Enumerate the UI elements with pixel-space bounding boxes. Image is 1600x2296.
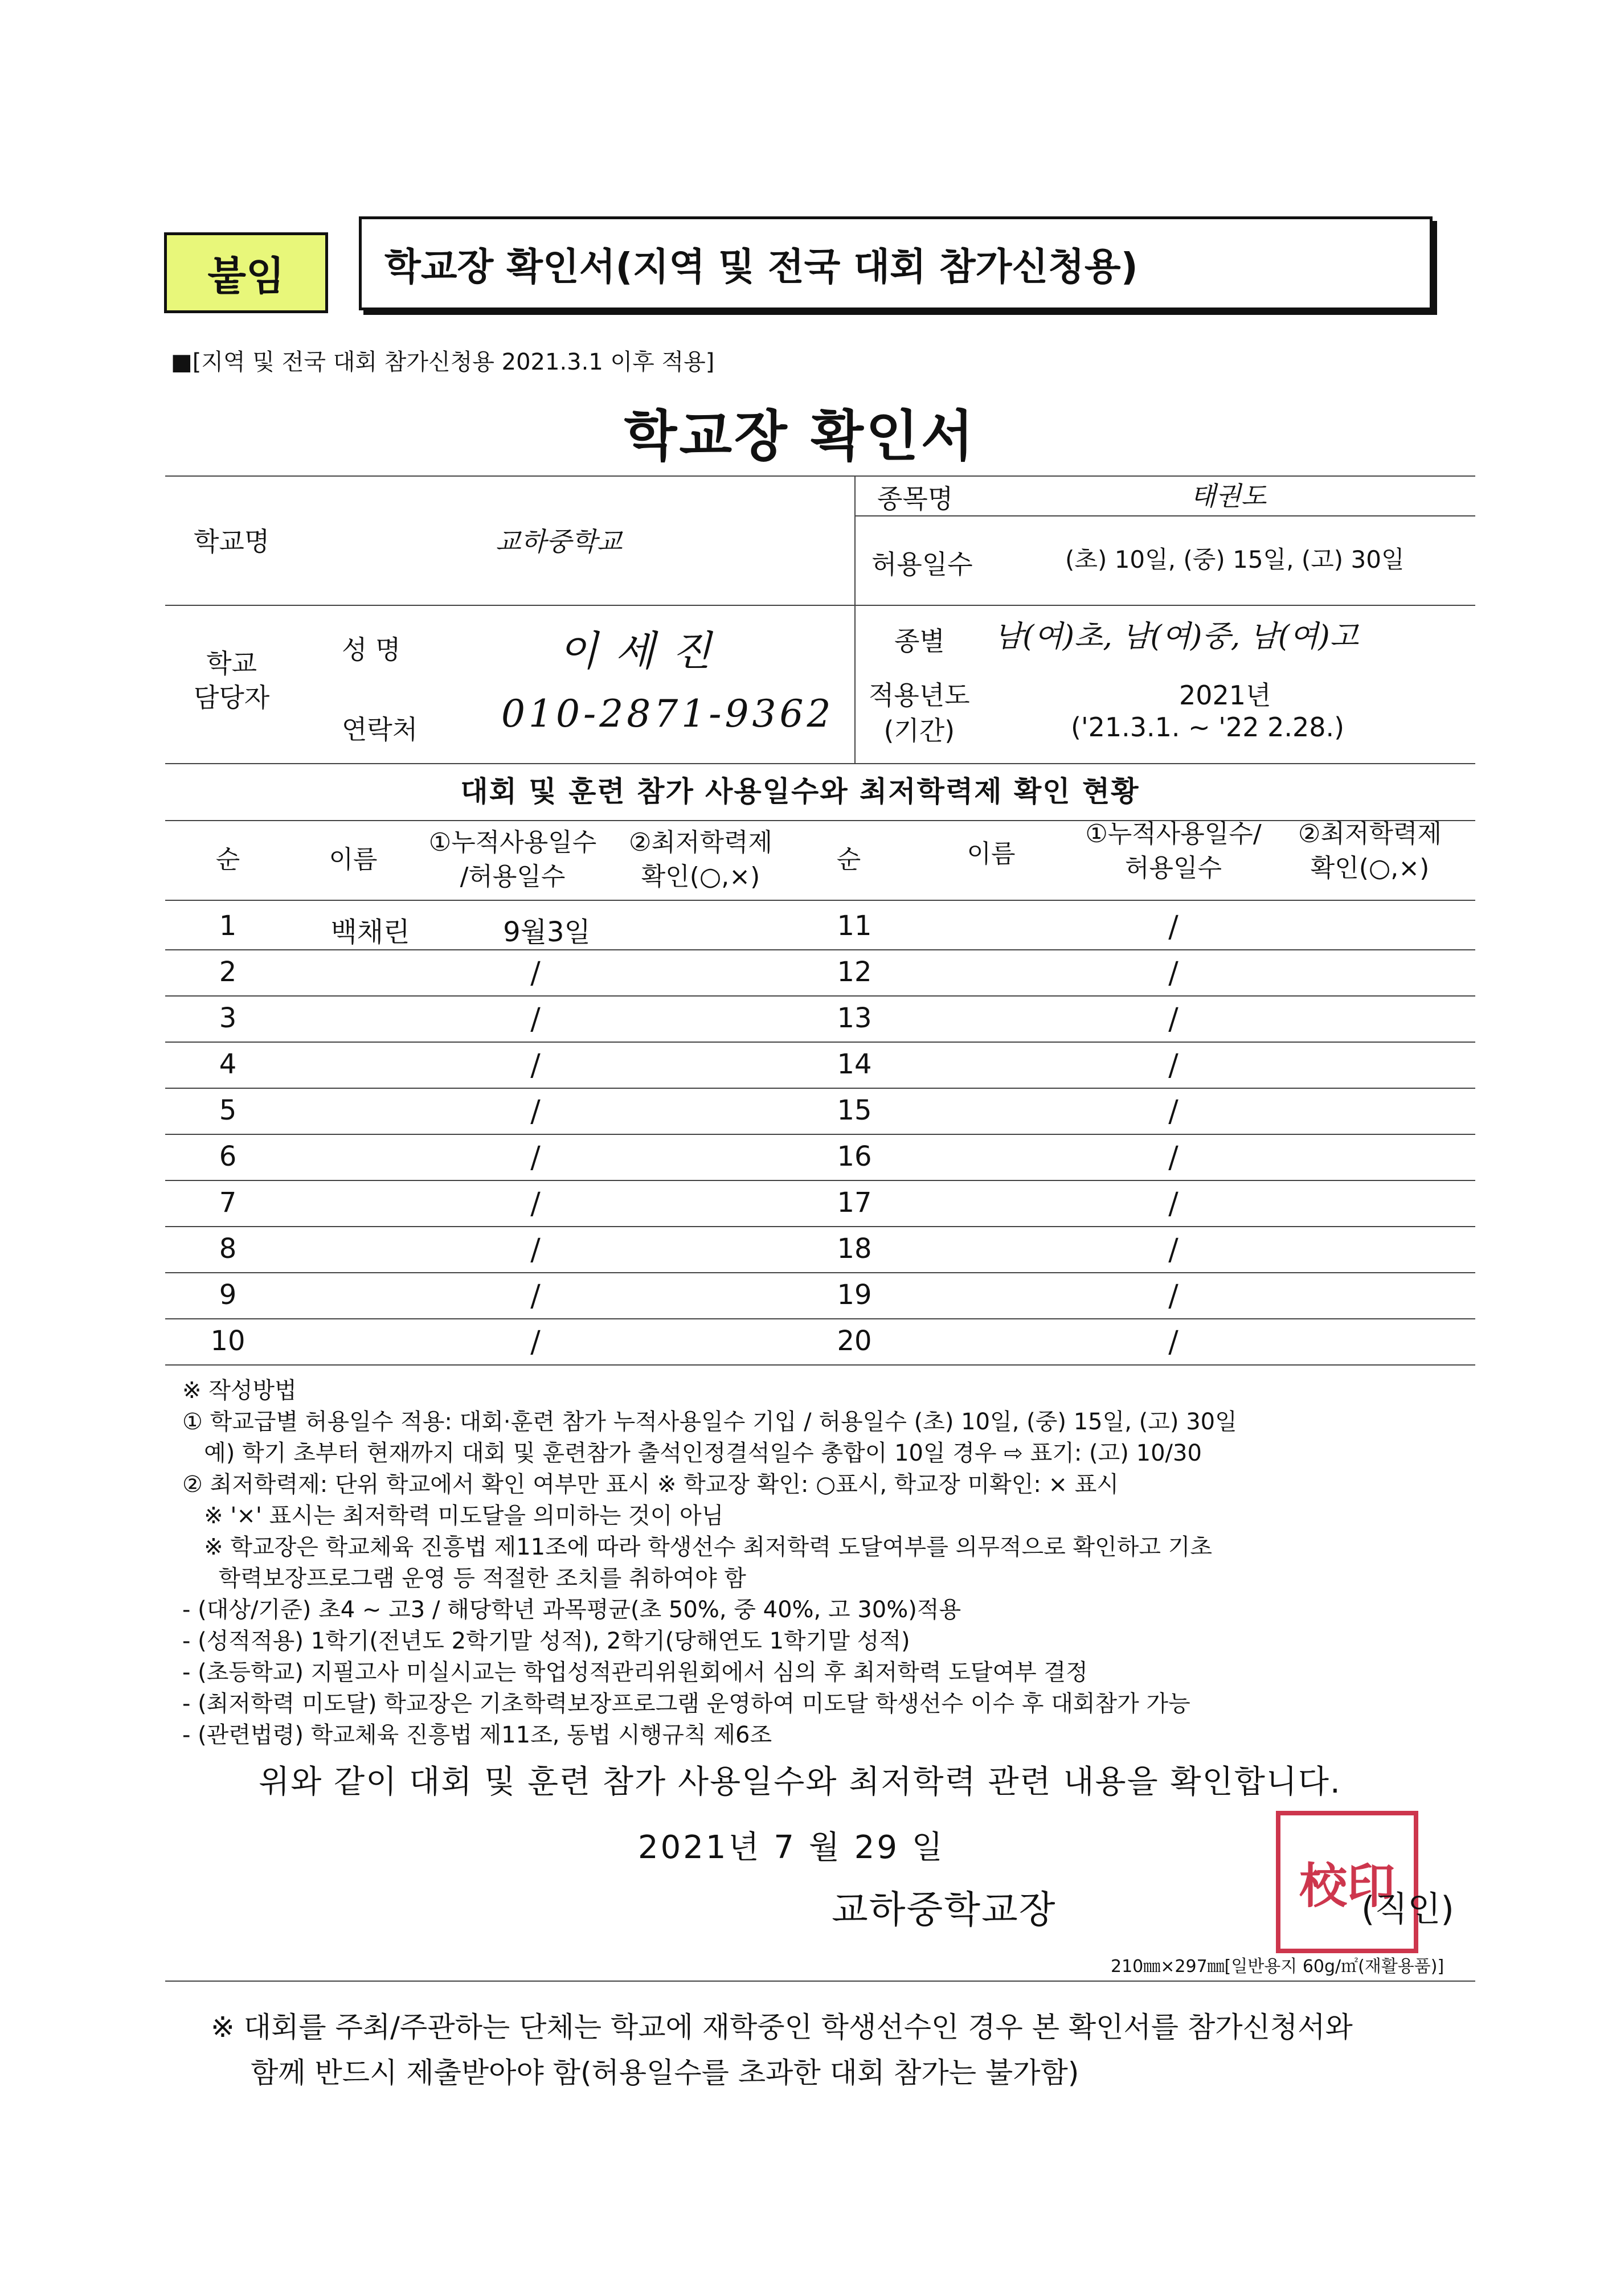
row-days-right: / — [1168, 1325, 1178, 1359]
col-name-right: 이름 — [967, 839, 1016, 868]
row-divider — [165, 1088, 1475, 1089]
col-days-right: ①누적사용일수/ 허용일수 — [1085, 819, 1262, 883]
row-no-right: 14 — [837, 1048, 872, 1080]
row-divider — [165, 1042, 1475, 1043]
row-days-right: / — [1168, 1048, 1178, 1083]
row-divider — [165, 1272, 1475, 1273]
divider — [854, 475, 856, 763]
instruction-line: ※ 작성방법 — [182, 1377, 297, 1404]
row-no-left: 1 — [219, 910, 237, 942]
row-no-left: 10 — [210, 1325, 245, 1357]
row-no-right: 18 — [837, 1233, 872, 1265]
contact-label: 연락처 — [342, 714, 418, 745]
footer-note-2: 함께 반드시 제출받아야 함(허용일수를 초과한 대회 참가는 불가함) — [251, 2056, 1079, 2089]
instruction-line: ※ '×' 표시는 최저학력 미도달을 의미하는 것이 아님 — [182, 1503, 724, 1529]
row-no-left: 5 — [219, 1094, 237, 1126]
row-divider — [165, 1364, 1475, 1366]
row-days-left: 9월3일 — [503, 916, 591, 948]
row-days-left: / — [530, 1141, 541, 1175]
instruction-line: 학력보장프로그램 운영 등 적절한 조치를 취하여야 함 — [182, 1565, 746, 1592]
row-no-right: 19 — [837, 1279, 872, 1311]
instruction-line: - (최저학력 미도달) 학교장은 기초학력보장프로그램 운영하여 미도달 학생선수 이수 후 대회참가 가능 — [182, 1691, 1190, 1717]
row-days-right: / — [1168, 1002, 1178, 1036]
col-check-left: ②최저학력제 확인(○,×) — [629, 828, 772, 891]
row-no-right: 13 — [837, 1002, 872, 1034]
row-days-right: / — [1168, 1094, 1178, 1129]
row-no-left: 2 — [219, 956, 237, 988]
confirmation-statement: 위와 같이 대회 및 훈련 참가 사용일수와 최저학력 관련 내용을 확인합니다. — [259, 1764, 1341, 1801]
official-seal: 校印 — [1276, 1811, 1418, 1953]
instruction-line: ② 최저학력제: 단위 학교에서 확인 여부만 표시 ※ 학교장 확인: ○표시, 학교장 미확인: × 표시 — [182, 1471, 1119, 1498]
issue-date: 2021년 7 월 29 일 — [638, 1829, 945, 1866]
attachment-badge: 붙임 — [164, 232, 328, 313]
row-days-left: / — [530, 956, 541, 990]
row-no-left: 8 — [219, 1233, 237, 1265]
school-label: 학교명 — [194, 526, 270, 557]
row-no-left: 6 — [219, 1141, 237, 1172]
row-divider — [165, 1226, 1475, 1227]
row-divider — [165, 949, 1475, 950]
col-no-right: 순 — [836, 845, 861, 874]
divider — [165, 1981, 1475, 1982]
period-value: ('21.3.1. ~ '22 2.28.) — [1071, 712, 1345, 743]
instruction-line: - (초등학교) 지필고사 미실시교는 학업성적관리위원회에서 심의 후 최저학력 도달여부 결정 — [182, 1659, 1088, 1686]
col-check-right: ②최저학력제 확인(○,×) — [1298, 819, 1442, 883]
header-title-box: 학교장 확인서(지역 및 전국 대회 참가신청용) — [359, 216, 1433, 310]
col-days-left: ①누적사용일수 /허용일수 — [428, 828, 597, 891]
row-days-right: / — [1168, 1279, 1178, 1313]
instruction-line: ① 학교급별 허용일수 적용: 대회·훈련 참가 누적사용일수 기입 / 허용일수 (초) 10일, (중) 15일, (고) 30일 — [182, 1409, 1237, 1435]
divider — [165, 763, 1475, 764]
row-days-right: / — [1168, 1233, 1178, 1267]
row-no-right: 15 — [837, 1094, 872, 1126]
row-days-left: / — [530, 1048, 541, 1083]
event-value: 태권도 — [1190, 481, 1267, 511]
row-days-right: / — [1168, 1141, 1178, 1175]
divider — [165, 900, 1475, 901]
col-no-left: 순 — [215, 845, 240, 874]
row-no-right: 20 — [837, 1325, 872, 1357]
paper-spec: 210㎜×297㎜[일반용지 60g/㎡(재활용품)] — [1111, 1957, 1444, 1977]
row-no-right: 17 — [837, 1187, 872, 1219]
name-label: 성 명 — [342, 634, 401, 665]
manager-label: 학교 담당자 — [194, 648, 270, 713]
allowed-days-label: 허용일수 — [871, 549, 973, 580]
event-label: 종목명 — [877, 483, 954, 514]
period-label: 적용년도 (기간) — [869, 680, 970, 746]
instruction-line: - (관련법령) 학교체육 진흥법 제11조, 동법 시행규칙 제6조 — [182, 1722, 772, 1748]
row-days-left: / — [530, 1094, 541, 1129]
row-days-right: / — [1168, 1187, 1178, 1221]
row-no-right: 16 — [837, 1141, 872, 1172]
row-no-right: 11 — [837, 910, 872, 942]
applicability-note: ■[지역 및 전국 대회 참가신청용 2021.3.1 이후 적용] — [171, 349, 715, 375]
list-subtitle: 대회 및 훈련 참가 사용일수와 최저학력제 확인 현황 — [460, 775, 1140, 808]
divider — [165, 605, 1475, 606]
divider — [165, 475, 1475, 477]
row-no-left: 7 — [219, 1187, 237, 1219]
row-name-left: 백채린 — [330, 916, 410, 948]
category-label: 종별 — [894, 626, 945, 657]
row-divider — [165, 1180, 1475, 1181]
principal-name: 교하중학교장 — [832, 1888, 1057, 1932]
row-divider — [165, 1134, 1475, 1135]
row-divider — [165, 1318, 1475, 1319]
school-value: 교하중학교 — [496, 526, 623, 557]
row-no-left: 9 — [219, 1279, 237, 1311]
row-no-left: 3 — [219, 1002, 237, 1034]
row-days-right: / — [1168, 956, 1178, 990]
row-no-left: 4 — [219, 1048, 237, 1080]
page-title: 학교장 확인서 — [624, 404, 976, 468]
instruction-line: ※ 학교장은 학교체육 진흥법 제11조에 따라 학생선수 최저학력 도달여부를 의무적으로 확인하고 기초 — [182, 1534, 1213, 1560]
col-name-left: 이름 — [329, 845, 378, 874]
row-days-left: / — [530, 1187, 541, 1221]
instruction-line: - (성적적용) 1학기(전년도 2학기말 성적), 2학기(당해연도 1학기말 성적) — [182, 1628, 910, 1654]
manager-name-value: 이세진 — [558, 627, 729, 675]
row-divider — [165, 995, 1475, 997]
row-days-left: / — [530, 1002, 541, 1036]
year-value: 2021년 — [1179, 680, 1271, 711]
allowed-days-value: (초) 10일, (중) 15일, (고) 30일 — [1065, 546, 1405, 573]
seal-mark-label: (직인) — [1361, 1889, 1454, 1929]
footer-note-1: ※ 대회를 주최/주관하는 단체는 학교에 재학중인 학생선수인 경우 본 확인서를 참가신청서와 — [211, 2011, 1353, 2044]
row-days-right: / — [1168, 910, 1178, 944]
contact-value: 010-2871-9362 — [501, 692, 834, 736]
row-days-left: / — [530, 1279, 541, 1313]
instruction-line: 예) 학기 초부터 현재까지 대회 및 훈련참가 출석인정결석일수 총합이 10일 경우 ⇨ 표기: (고) 10/30 — [182, 1440, 1202, 1466]
row-no-right: 12 — [837, 956, 872, 988]
row-days-left: / — [530, 1325, 541, 1359]
category-value: 남(여)초, 남(여)중, 남(여)고 — [994, 620, 1358, 654]
row-days-left: / — [530, 1233, 541, 1267]
instruction-line: - (대상/기준) 초4 ~ 고3 / 해당학년 과목평균(초 50%, 중 40%, 고 30%)적용 — [182, 1597, 961, 1623]
